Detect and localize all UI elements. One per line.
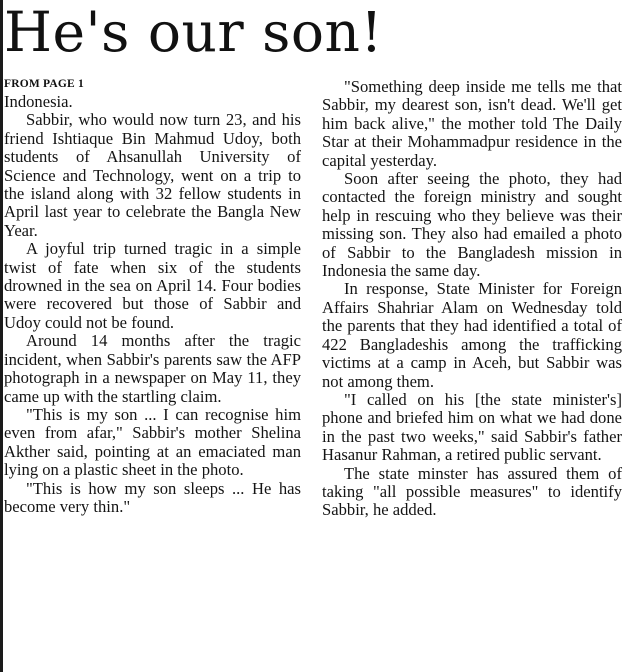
paragraph: Soon after seeing the photo, they had contacted the foreign ministry and sought help in rescuing who they believe was their missing son. They also had emailed a photo of Sabbir to the Bangladesh mission in Indonesia the same day. xyxy=(322,169,622,281)
paragraph: A joyful trip turned tragic in a simple twist of fate when six of the students drowned in the sea on April 14. Four bodies were recovered but those of Sabbir and Udoy could not be found. xyxy=(4,239,301,332)
jump-label: FROM PAGE 1 xyxy=(4,78,84,90)
paragraph: The state minster has assured them of taking "all possible measures" to identify Sabbir, he added. xyxy=(322,463,622,520)
headline: He's our son! xyxy=(4,0,384,64)
paragraph: Indonesia. xyxy=(4,92,73,111)
paragraph: "This is how my son sleeps ... He has become very thin." xyxy=(4,478,301,516)
paragraph: Sabbir, who would now turn 23, and his friend Ishtiaque Bin Mahmud Udoy, both students of Ahsanullah University of Science and Technology, went on a trip to the island along with 32 fellow students in April last year to celebrate the Bangla New Year. xyxy=(4,110,301,240)
paragraph: "This is my son ... I can recognise him even from afar," Sabbir's mother Shelina Akther said, pointing at an emaciated man lying on a plastic sheet in the photo. xyxy=(4,404,301,480)
left-column xyxy=(4,78,301,516)
paragraph: "Something deep inside me tells me that Sabbir, my dearest son, isn't dead. We'll get him back alive," the mother told The Daily Star at their Mohammadpur residence in the capital yesterday. xyxy=(322,77,622,170)
paragraph: "I called on his [the state minister's] phone and briefed him on what we had done in the past two weeks," said Sabbir's father Hasanur Rahman, a retired public servant. xyxy=(322,389,622,465)
right-column xyxy=(322,78,622,520)
paragraph: In response, State Minister for Foreign Affairs Shahriar Alam on Wednesday told the parents that they had identified a total of 422 Bangladeshis among the trafficking victims at a camp in Aceh, but Sabbir was not among them. xyxy=(322,279,622,391)
paragraph: Around 14 months after the tragic incident, when Sabbir's parents saw the AFP photograph in a newspaper on May 11, they came up with the startling claim. xyxy=(4,331,301,406)
